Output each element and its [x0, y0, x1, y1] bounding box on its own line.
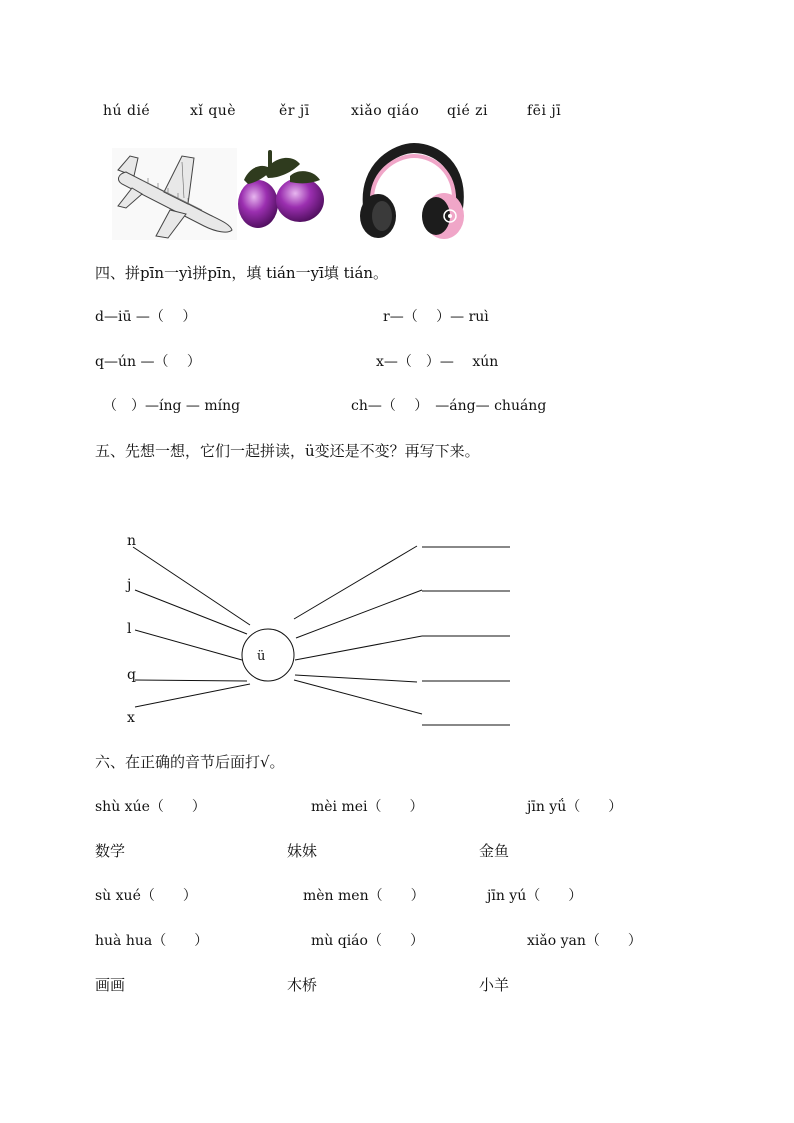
word-xiaoyang: 小羊	[479, 976, 510, 994]
section4-item-2: r—（ ）— ruì	[383, 309, 489, 325]
word-muqiao: 木桥	[287, 976, 318, 994]
option-jinyu-1[interactable]: jīn yǘ（ ）	[527, 799, 623, 815]
line-l	[135, 630, 242, 660]
line-n	[133, 547, 250, 625]
section4-item-1: d—iū —（ ）	[95, 309, 197, 325]
option-jinyu-2[interactable]: jīn yú（ ）	[487, 888, 583, 904]
consonant-l: l	[127, 621, 132, 637]
section4-item-4: x—（ ）— xún	[376, 354, 499, 370]
section4-item-3: q—ún —（ ）	[95, 354, 201, 370]
section4-item-5: （ ）—íng — míng	[103, 398, 241, 414]
line-right-2	[296, 590, 422, 638]
consonant-x: x	[127, 710, 135, 726]
word-huahua: 画画	[95, 976, 126, 994]
option-meimei-1[interactable]: mèi mei（ ）	[311, 799, 424, 815]
option-xiaoyang[interactable]: xiǎo yan（ ）	[527, 933, 642, 949]
line-q	[135, 680, 247, 681]
center-u: ü	[257, 649, 266, 664]
section6-title: 六、在正确的音节后面打√。	[95, 753, 285, 771]
option-muqiao[interactable]: mù qiáo（ ）	[311, 933, 424, 949]
consonant-j: j	[127, 577, 132, 593]
line-x	[135, 684, 250, 707]
section4-title: 四、拼pīn一yì拼pīn，填 tián一yī填 tián。	[95, 264, 389, 282]
section5-title: 五、先想一想，它们一起拼读，ü变还是不变？再写下来。	[95, 442, 480, 460]
word-meimei: 妹妹	[287, 842, 318, 860]
option-shuxue-1[interactable]: shù xúe（ ）	[95, 799, 206, 815]
word-jinyu: 金鱼	[479, 842, 510, 860]
pinyin-xiaoqiao: xiǎo qiáo	[351, 103, 420, 119]
line-right-4	[295, 675, 417, 682]
pinyin-qiezi: qié zi	[447, 103, 489, 119]
option-shuxue-2[interactable]: sù xué（ ）	[95, 888, 197, 904]
pinyin-hudie: hú dié	[103, 103, 151, 119]
line-right-1	[294, 546, 417, 619]
pinyin-xique: xǐ què	[190, 103, 237, 119]
pinyin-feiji: fēi jī	[527, 103, 562, 119]
option-huahua[interactable]: huà hua（ ）	[95, 933, 209, 949]
consonant-n: n	[127, 533, 137, 549]
pinyin-erji: ěr jī	[279, 103, 310, 119]
center-circle	[242, 629, 294, 681]
section4-item-6: ch—（ ） —áng— chuáng	[351, 398, 547, 414]
word-shuxue: 数学	[95, 842, 126, 860]
line-right-5	[294, 680, 422, 714]
line-right-3	[295, 636, 422, 660]
consonant-q: q	[127, 667, 136, 683]
option-meimei-2[interactable]: mèn men（ ）	[303, 888, 425, 904]
